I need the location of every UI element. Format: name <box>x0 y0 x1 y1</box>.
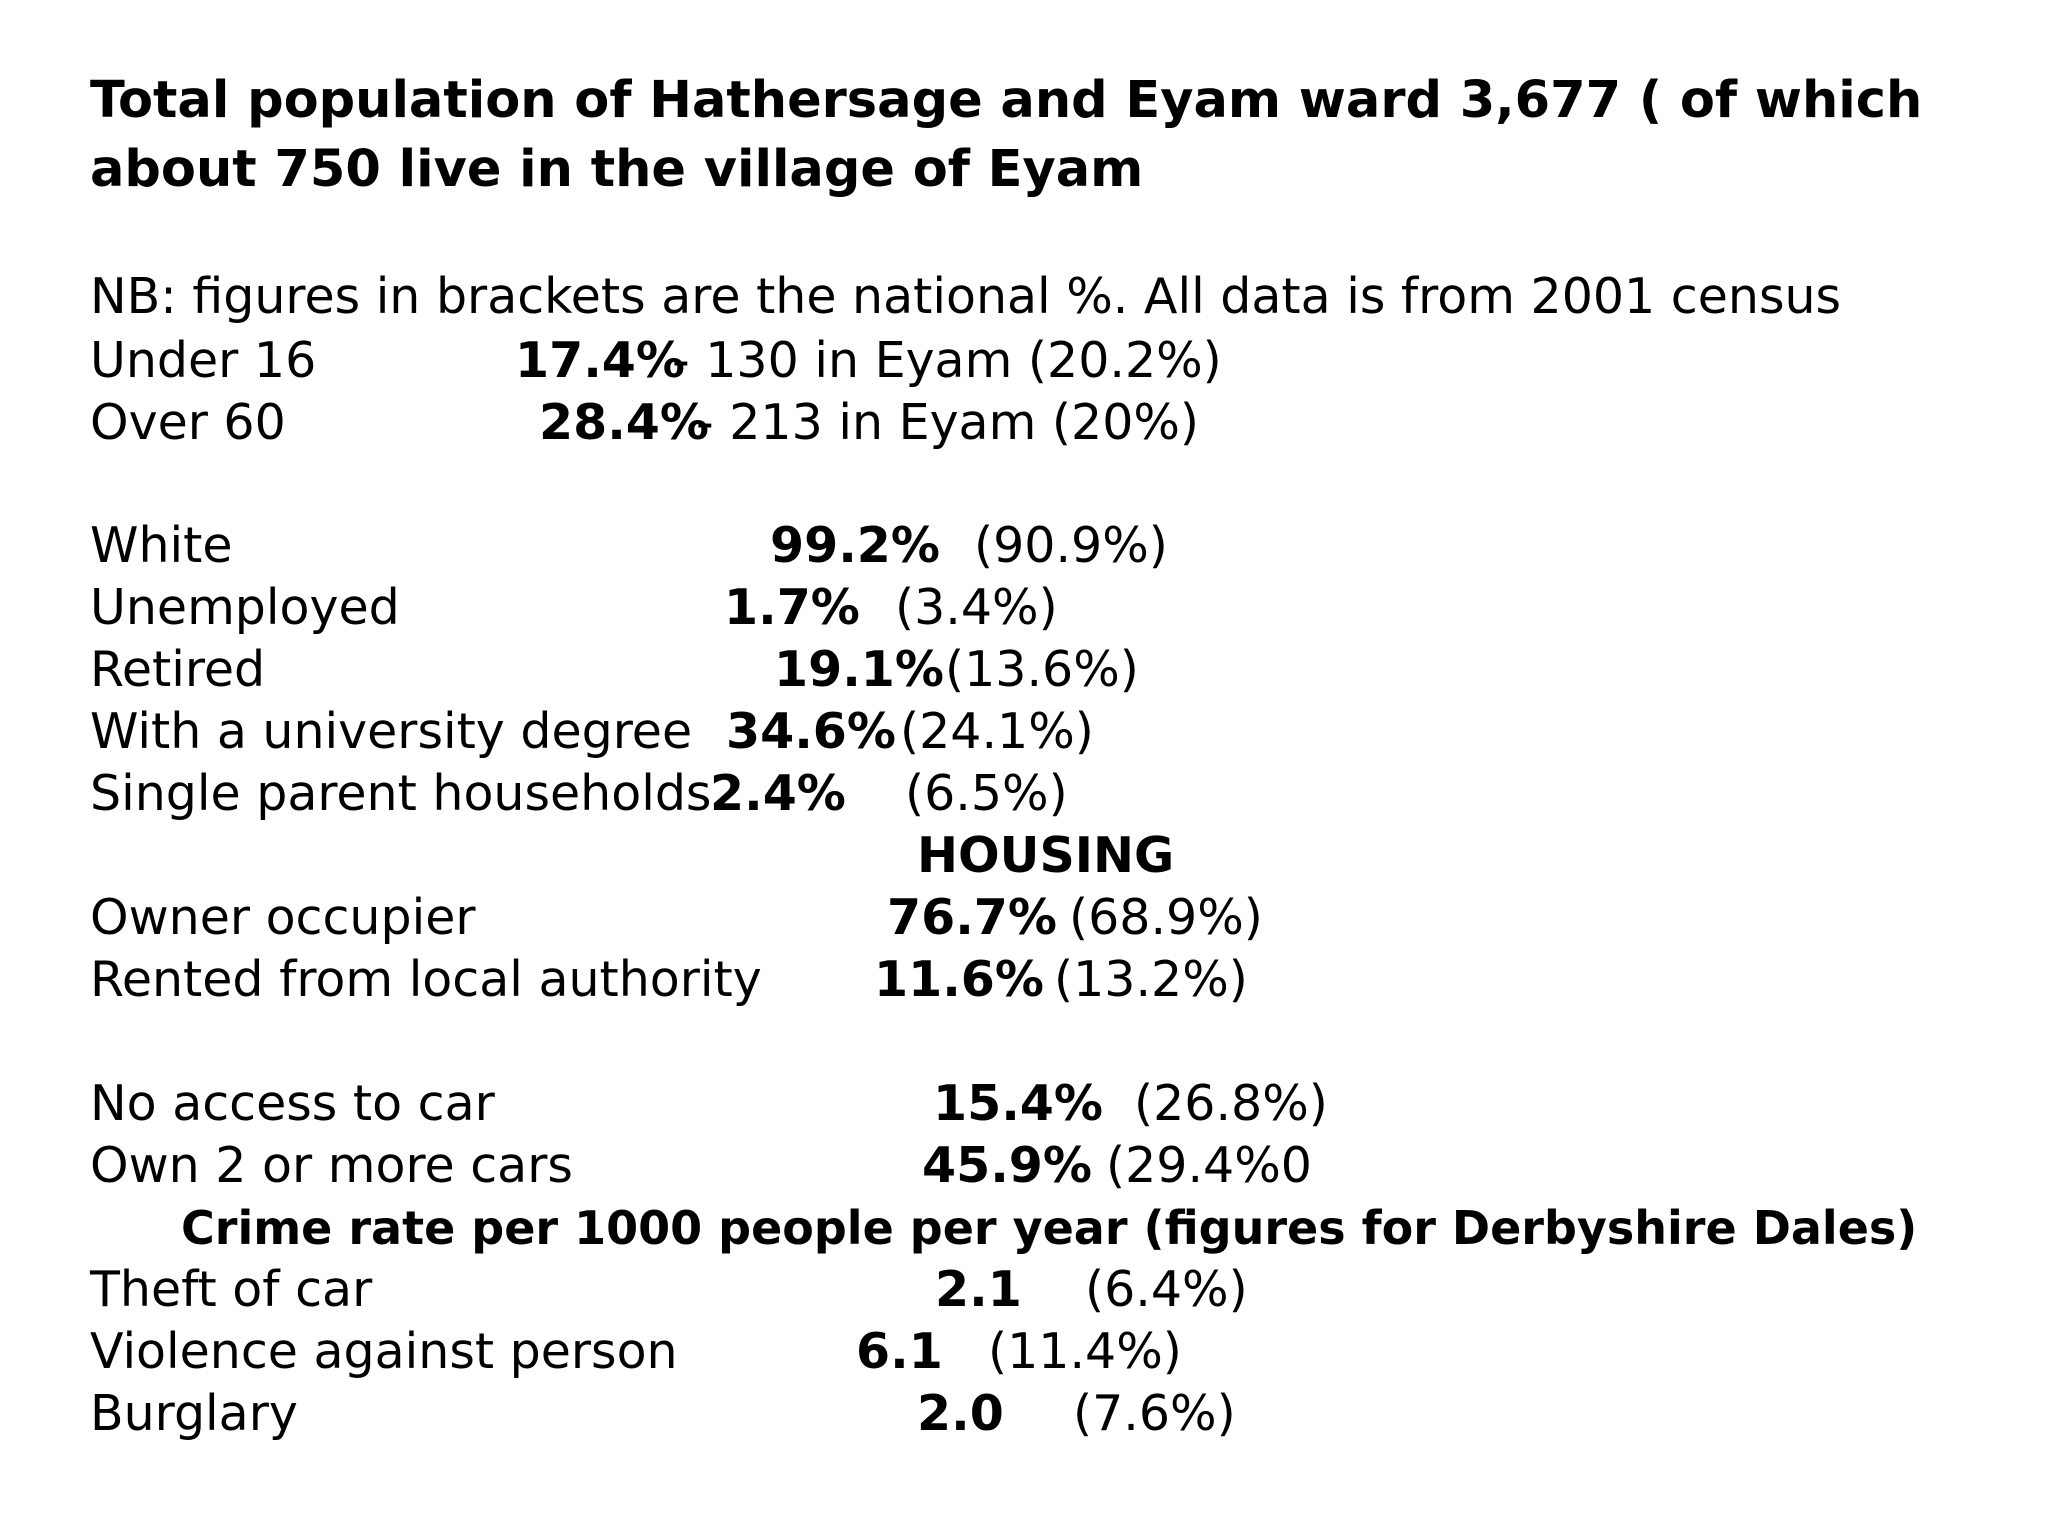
row-national: (6.5%) <box>905 765 1068 822</box>
row-value: 2.1 <box>935 1261 1022 1318</box>
census-note: NB: figures in brackets are the national %. All data is from 2001 census <box>90 268 1842 325</box>
row-label: Theft of car <box>90 1261 373 1318</box>
row-label: Retired <box>90 641 266 698</box>
row-label: Single parent households <box>90 765 712 822</box>
row-national: (11.4%) <box>988 1323 1182 1380</box>
crime-heading: Crime rate per 1000 people per year (figures for Derbyshire Dales) <box>181 1201 1918 1255</box>
row-national: (26.8%) <box>1134 1075 1328 1132</box>
row-value: 2.0 <box>917 1385 1004 1442</box>
row-label: Own 2 or more cars <box>90 1137 573 1194</box>
row-label: Under 16 <box>90 332 317 389</box>
row-value: 76.7% <box>887 889 1057 946</box>
row-detail: - 213 in Eyam (20%) <box>696 394 1200 451</box>
row-value: 15.4% <box>933 1075 1103 1132</box>
row-value: 11.6% <box>874 951 1044 1008</box>
row-value: 28.4% <box>539 394 709 451</box>
row-national: (24.1%) <box>900 703 1094 760</box>
row-national: (6.4%) <box>1085 1261 1248 1318</box>
row-national: (13.2%) <box>1054 951 1248 1008</box>
row-label: Violence against person <box>90 1323 678 1380</box>
row-label: Unemployed <box>90 579 400 636</box>
row-value: 2.4% <box>710 765 846 822</box>
row-value: 45.9% <box>922 1137 1092 1194</box>
row-national: (3.4%) <box>895 579 1058 636</box>
row-national: (68.9%) <box>1069 889 1263 946</box>
row-label: Owner occupier <box>90 889 476 946</box>
row-value: 34.6% <box>726 703 896 760</box>
row-value: 1.7% <box>724 579 860 636</box>
row-label: No access to car <box>90 1075 495 1132</box>
row-value: 17.4% <box>515 332 685 389</box>
row-value: 99.2% <box>770 517 940 574</box>
row-value: 6.1 <box>856 1323 943 1380</box>
row-detail: - 130 in Eyam (20.2%) <box>672 332 1222 389</box>
housing-heading: HOUSING <box>917 827 1175 884</box>
row-national: (90.9%) <box>974 517 1168 574</box>
row-national: (7.6%) <box>1073 1385 1236 1442</box>
row-national: (29.4%0 <box>1106 1137 1312 1194</box>
row-national: (13.6%) <box>945 641 1139 698</box>
row-label: With a university degree <box>90 703 693 760</box>
page-title: Total population of Hathersage and Eyam ward 3,677 ( of which about 750 live in the village of Eyam <box>90 71 1923 199</box>
row-label: White <box>90 517 233 574</box>
row-value: 19.1% <box>774 641 944 698</box>
row-label: Over 60 <box>90 394 286 451</box>
row-label: Burglary <box>90 1385 298 1442</box>
row-label: Rented from local authority <box>90 951 762 1008</box>
